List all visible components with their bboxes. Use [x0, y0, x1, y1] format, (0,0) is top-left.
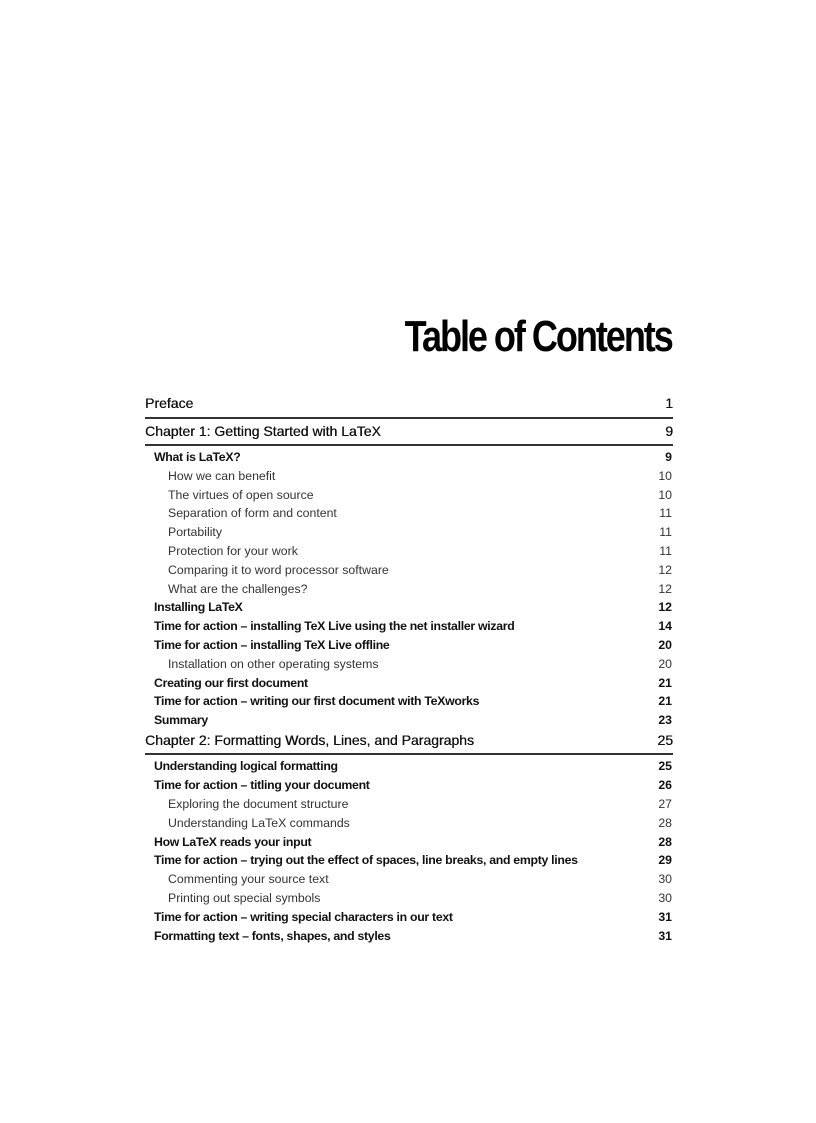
toc-entry[interactable] [145, 467, 673, 486]
toc-entry-title: Commenting your source text [168, 872, 329, 887]
table-of-contents [145, 393, 673, 945]
toc-entry-title: Exploring the document structure [168, 797, 349, 812]
toc-entry[interactable] [145, 908, 673, 927]
toc-entry-page: 31 [658, 928, 672, 943]
toc-entry-title: Time for action – trying out the effect of spaces, line breaks, and empty lines [154, 853, 578, 868]
toc-entry-page: 10 [658, 487, 672, 502]
toc-entry-title: Time for action – writing our first document with TeXworks [154, 694, 480, 709]
toc-entry-page: 27 [658, 797, 672, 812]
toc-entry-page: 28 [658, 815, 672, 830]
toc-entry[interactable] [145, 757, 673, 776]
toc-entry-title: How we can benefit [168, 468, 276, 483]
toc-entry-title: Understanding LaTeX commands [168, 815, 350, 830]
toc-entry-title: Understanding logical formatting [154, 759, 338, 774]
toc-entry-page: 30 [658, 891, 672, 906]
toc-entry[interactable] [145, 776, 673, 795]
toc-entry[interactable] [145, 580, 673, 599]
toc-entry-title: Time for action – installing TeX Live using the net installer wizard [154, 619, 515, 634]
toc-chapter-entry[interactable] [145, 393, 673, 419]
toc-entry-title: Chapter 1: Getting Started with LaTeX [145, 422, 381, 439]
toc-entry[interactable] [145, 814, 673, 833]
toc-entry-title: Summary [154, 713, 208, 728]
toc-entry-page: 31 [658, 909, 672, 924]
toc-entry-page: 14 [658, 619, 672, 634]
toc-entry-title: Creating our first document [154, 675, 308, 690]
toc-entry-title: Preface [145, 395, 194, 411]
toc-entry-page: 1 [665, 395, 673, 411]
toc-entry-title: Time for action – installing TeX Live offline [154, 637, 390, 652]
toc-entry-page: 30 [658, 872, 672, 887]
toc-entry[interactable] [145, 870, 673, 889]
toc-entry-page: 25 [657, 731, 673, 748]
toc-entry-title: Protection for your work [168, 543, 298, 558]
toc-entry-title: Formatting text – fonts, shapes, and styles [154, 928, 391, 943]
toc-entry-page: 29 [658, 853, 672, 868]
toc-entry[interactable] [145, 598, 673, 617]
toc-chapter-entry[interactable] [145, 730, 673, 756]
toc-entry-page: 12 [658, 600, 672, 615]
toc-entry[interactable] [145, 561, 673, 580]
toc-entry-page: 12 [658, 562, 672, 577]
toc-entry-title: Portability [168, 525, 222, 540]
toc-entry-title: Installation on other operating systems [168, 656, 379, 671]
toc-entry[interactable] [145, 523, 673, 542]
toc-entry-title: The virtues of open source [168, 487, 314, 502]
toc-entry-title: Installing LaTeX [154, 600, 243, 615]
toc-entry-page: 20 [658, 637, 672, 652]
toc-entry-page: 23 [658, 713, 672, 728]
toc-entry[interactable] [145, 674, 673, 693]
toc-entry[interactable] [145, 504, 673, 523]
toc-entry-title: What are the challenges? [168, 581, 308, 596]
toc-entry-title: Separation of form and content [168, 506, 337, 521]
toc-entry-page: 25 [658, 759, 672, 774]
toc-entry-page: 12 [658, 581, 672, 596]
toc-entry-title: Chapter 2: Formatting Words, Lines, and Paragraphs [145, 731, 474, 748]
toc-entry[interactable] [145, 448, 673, 467]
toc-entry-page: 26 [658, 778, 672, 793]
toc-entry-title: How LaTeX reads your input [154, 834, 312, 849]
toc-entry[interactable] [145, 795, 673, 814]
toc-entry-page: 9 [665, 450, 672, 464]
toc-entry-title: What is LaTeX? [154, 450, 241, 464]
toc-entry-title: Time for action – writing special characters in our text [154, 909, 453, 924]
toc-entry[interactable] [145, 692, 673, 711]
toc-entry[interactable] [145, 833, 673, 852]
toc-entry[interactable] [145, 542, 673, 561]
toc-entry-title: Printing out special symbols [168, 891, 321, 906]
toc-entry[interactable] [145, 889, 673, 908]
toc-entry-page: 9 [665, 422, 673, 439]
toc-entry-page: 21 [658, 694, 672, 709]
toc-entry-page: 11 [659, 525, 672, 540]
toc-entry-title: Time for action – titling your document [154, 778, 370, 793]
toc-entry-page: 11 [659, 543, 672, 558]
toc-entry-page: 21 [658, 675, 672, 690]
toc-entry[interactable] [145, 711, 673, 730]
toc-entry-page: 20 [658, 656, 672, 671]
toc-entry[interactable] [145, 617, 673, 636]
toc-chapter-entry[interactable] [145, 421, 673, 447]
page-title: Table of Contents [404, 312, 672, 361]
toc-entry[interactable] [145, 851, 673, 870]
toc-entry[interactable] [145, 927, 673, 946]
toc-entry-page: 11 [659, 506, 672, 521]
toc-entry[interactable] [145, 655, 673, 674]
toc-entry-page: 10 [658, 468, 672, 483]
toc-entry[interactable] [145, 486, 673, 505]
toc-entry[interactable] [145, 636, 673, 655]
toc-entry-page: 28 [658, 834, 672, 849]
toc-entry-title: Comparing it to word processor software [168, 562, 389, 577]
